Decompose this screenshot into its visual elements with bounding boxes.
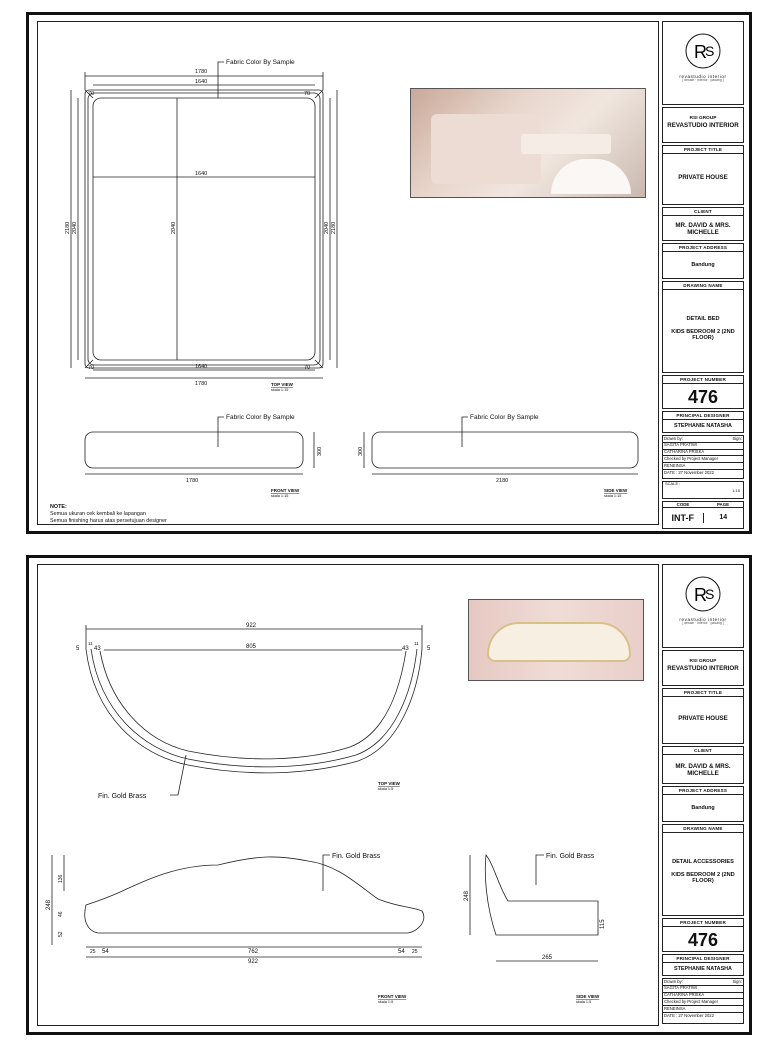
- designer-box: [662, 954, 744, 976]
- dim-h-outer-right: 2180: [331, 221, 337, 234]
- side-view-shape: [372, 432, 638, 468]
- page-number: 14: [719, 514, 728, 521]
- manager: RENEINSA: [663, 1005, 743, 1012]
- drawing-sheet-2: [26, 555, 752, 1035]
- drafter-2: CATHARINA PRISKA: [663, 992, 743, 999]
- dim-side-h: 248: [464, 890, 470, 901]
- company-group: RSI GROUP: [689, 659, 717, 664]
- address-label: PROJECT ADDRESS: [663, 787, 743, 795]
- drafter-1: SAGITA PRATIWI: [663, 985, 743, 992]
- project-title-box: [662, 145, 744, 205]
- title-block: [662, 564, 744, 1026]
- drawing-sub: KIDS BEDROOM 2 (2ND FLOOR): [671, 328, 735, 342]
- date: DATE : 27 November 2022: [663, 469, 743, 476]
- code-label: CODE: [676, 502, 690, 507]
- fabric-label-front: Fabric Color By Sample: [226, 414, 295, 421]
- address-label: PROJECT ADDRESS: [663, 244, 743, 252]
- company-group: RSI GROUP: [689, 116, 717, 121]
- drawn-by-label: Drawn by:: [664, 978, 683, 984]
- sign-label: Sign:: [732, 435, 742, 441]
- top-view-label: TOP VIEW: [378, 781, 400, 786]
- drawing-area: [37, 21, 659, 525]
- dim-w-mid: 1640: [195, 171, 208, 177]
- dim-front-w: 1780: [186, 478, 199, 484]
- designer-name: STEPHANIE NATASHA: [674, 423, 732, 430]
- side-view-scale: skala 1:5: [576, 1000, 592, 1004]
- company-box: [662, 107, 744, 143]
- client-box: [662, 207, 744, 241]
- drafter-box: [662, 435, 744, 479]
- dim-w-inner-bottom: 1640: [195, 364, 208, 370]
- dim-front-mid: 762: [248, 949, 259, 955]
- logo-sub: [ desain · interior · pasang ]: [682, 621, 724, 626]
- svg-text:S: S: [705, 43, 715, 59]
- logo-box: [662, 21, 744, 105]
- company-name: REVASTUDIO INTERIOR: [667, 121, 739, 129]
- project-title-box: [662, 688, 744, 744]
- tray-outer: [86, 649, 422, 773]
- dim-h-mid: 2040: [171, 221, 177, 234]
- company-box: [662, 650, 744, 686]
- drawing-sheet-1: [26, 12, 752, 534]
- top-view-scale: skala 1:5: [378, 787, 394, 791]
- dim-top-a-right: 5: [427, 646, 431, 652]
- fin-label-front: Fin. Gold Brass: [332, 853, 381, 860]
- dim-corner: 70: [304, 365, 311, 371]
- front-view-label: FRONT VIEW: [271, 488, 300, 493]
- side-view-label: SIDE VIEW: [604, 488, 628, 493]
- dim-front-a: 136: [58, 874, 64, 883]
- designer-label: PRINCIPAL DESIGNER: [663, 412, 743, 420]
- drafter-1: SAGITA PRATIWI: [663, 442, 743, 449]
- logo-text: revastudio interior: [679, 617, 727, 623]
- dim-top-w: 922: [246, 623, 257, 629]
- dim-front-h: 248: [46, 899, 52, 910]
- front-shape: [85, 857, 424, 933]
- top-view-label: TOP VIEW: [271, 382, 293, 387]
- dim-front-b: 46: [58, 911, 64, 917]
- dim-h-inner: 2040: [72, 221, 78, 234]
- accessory-reference-photo: [468, 599, 644, 681]
- logo-text: revastudio interior: [679, 74, 727, 80]
- address-box: [662, 786, 744, 822]
- dim-top-c: 43: [94, 646, 101, 652]
- client-box: [662, 746, 744, 784]
- dim-h-inner-right: 2040: [324, 221, 330, 234]
- svg-text:R: R: [694, 42, 707, 62]
- project-title-label: PROJECT TITLE: [663, 146, 743, 154]
- project-number-box: [662, 918, 744, 952]
- project-number-label: PROJECT NUMBER: [663, 919, 743, 927]
- client-label: CLIENT: [663, 747, 743, 755]
- side-view-label: SIDE VIEW: [576, 994, 600, 999]
- scale-value: 1:15: [732, 488, 740, 493]
- dim-top-a: 5: [76, 646, 80, 652]
- dim-front-f: 25: [90, 949, 96, 955]
- dim-corner: 70: [88, 91, 95, 97]
- designer-box: [662, 411, 744, 433]
- svg-text:R: R: [694, 585, 707, 605]
- scale-box: [662, 481, 744, 499]
- drawing-name-box: [662, 281, 744, 373]
- side-shape: [485, 855, 598, 935]
- drawing-name-label: DRAWING NAME: [663, 282, 743, 290]
- logo-sub: [ desain · interior · pasang ]: [682, 78, 724, 83]
- code-page-box: [662, 501, 744, 529]
- address-box: [662, 243, 744, 279]
- bed-outer-frame: [85, 90, 323, 368]
- svg-text:S: S: [705, 586, 715, 602]
- page-label: PAGE: [716, 502, 730, 507]
- date: DATE : 27 November 2022: [663, 1012, 743, 1019]
- drawing-area: [37, 564, 659, 1026]
- drawing-name: DETAIL ACCESSORIES: [672, 859, 734, 866]
- front-view-scale: skala 1:5: [378, 1000, 394, 1004]
- dim-top-b-right: 11: [414, 641, 419, 646]
- dim-front-h: 300: [317, 446, 323, 456]
- code: INT-F: [663, 513, 704, 523]
- client-name: MR. DAVID & MRS. MICHELLE: [675, 763, 731, 778]
- project-title: PRIVATE HOUSE: [678, 174, 728, 182]
- company-name: REVASTUDIO INTERIOR: [667, 664, 739, 672]
- project-title: PRIVATE HOUSE: [678, 715, 728, 723]
- side-view-scale: skala 1:15: [604, 494, 622, 498]
- project-number-box: [662, 375, 744, 409]
- fin-label-top: Fin. Gold Brass: [98, 793, 147, 800]
- top-view-scale: skala 1:15: [271, 388, 289, 392]
- front-view-shape: [85, 432, 303, 468]
- dim-top-c-right: 43: [402, 646, 409, 652]
- title-block: [662, 21, 744, 525]
- drafter-box: [662, 978, 744, 1024]
- note-1: Semua ukuran cek kembali ke lapangan: [50, 511, 146, 518]
- dim-front-f-right: 25: [412, 949, 418, 955]
- bed-reference-photo: [410, 88, 646, 198]
- address: Bandung: [691, 805, 715, 812]
- dim-top-b: 11: [88, 641, 93, 646]
- dim-side-h: 300: [358, 446, 364, 456]
- client-label: CLIENT: [663, 208, 743, 216]
- fin-label-side: Fin. Gold Brass: [546, 853, 595, 860]
- front-view-label: FRONT VIEW: [378, 994, 407, 999]
- dim-side-w: 265: [542, 955, 553, 961]
- drawing-sub: KIDS BEDROOM 2 (2ND FLOOR): [671, 871, 735, 885]
- project-title-label: PROJECT TITLE: [663, 689, 743, 697]
- drawing-name-box: [662, 824, 744, 916]
- drawn-by-label: Drawn by:: [664, 435, 683, 441]
- dim-top-inner: 805: [246, 644, 257, 650]
- dim-w-inner: 1640: [195, 79, 208, 85]
- front-view-scale: skala 1:15: [271, 494, 289, 498]
- dim-front-e: 54: [102, 949, 109, 955]
- dim-h-outer: 2180: [65, 221, 71, 234]
- rsi-logo-icon: [683, 573, 723, 615]
- designer-name: STEPHANIE NATASHA: [674, 966, 732, 973]
- dim-corner: 70: [304, 91, 311, 97]
- drawing-name-label: DRAWING NAME: [663, 825, 743, 833]
- designer-label: PRINCIPAL DESIGNER: [663, 955, 743, 963]
- client-name: MR. DAVID & MRS. MICHELLE: [675, 222, 731, 237]
- note-2: Semua finishing harus atas persetujuan designer: [50, 518, 167, 525]
- dim-side-small: 115: [600, 919, 606, 929]
- fabric-label-top: Fabric Color By Sample: [226, 59, 295, 66]
- scale-label: SCALE :: [665, 481, 681, 486]
- sign-label: Sign:: [732, 978, 742, 984]
- checked-by: Checked by Project Manager: [663, 455, 743, 462]
- rsi-logo-icon: [683, 30, 723, 72]
- drawing-name: DETAIL BED: [686, 316, 720, 323]
- manager: RENEINSA: [663, 462, 743, 469]
- bed-inner-frame: [93, 98, 315, 360]
- dim-front-c: 52: [58, 931, 64, 937]
- address: Bandung: [691, 262, 715, 269]
- dim-front-w: 922: [248, 959, 259, 965]
- dim-side-w: 2180: [496, 478, 509, 484]
- dim-corner: 70: [88, 365, 95, 371]
- dim-front-e-right: 54: [398, 949, 405, 955]
- notes: [50, 504, 167, 525]
- checked-by: Checked by Project Manager: [663, 998, 743, 1005]
- logo-box: [662, 564, 744, 648]
- dim-w-outer: 1780: [195, 69, 208, 75]
- note-title: NOTE:: [50, 504, 67, 510]
- drafter-2: CATHARINA PRISKA: [663, 449, 743, 456]
- fabric-label-side: Fabric Color By Sample: [470, 414, 539, 421]
- dim-w-outer-bottom: 1780: [195, 381, 208, 387]
- project-number: 476: [687, 387, 719, 408]
- project-number: 476: [687, 930, 719, 951]
- project-number-label: PROJECT NUMBER: [663, 376, 743, 384]
